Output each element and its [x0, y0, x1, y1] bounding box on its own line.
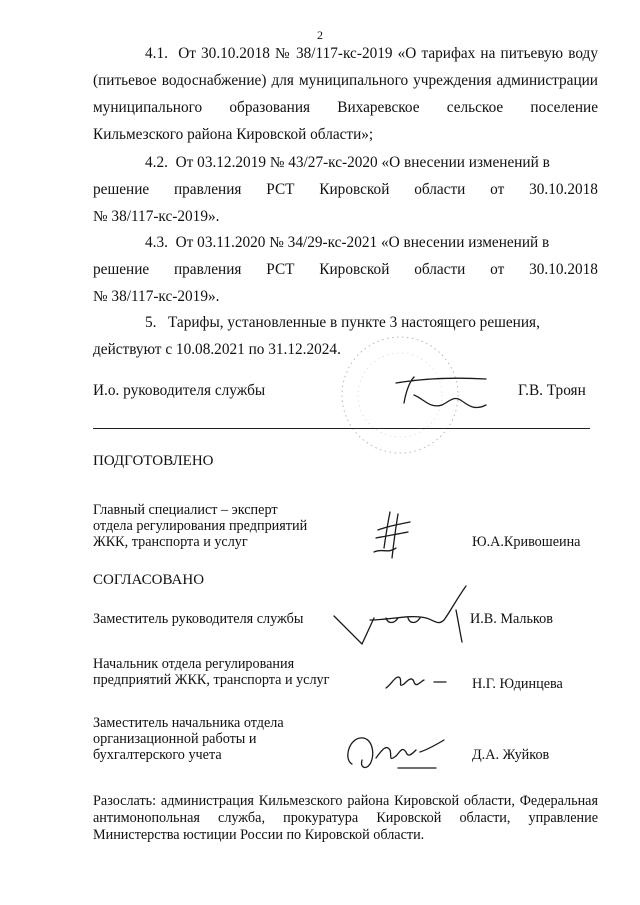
distribution-label: Разослать:: [93, 793, 157, 809]
clause-text-continued: (питьевое водоснабжение) для муниципального учреждения администрации муниципального образования Вихаревское сельское поселение Кильмезского района Кировской области»;: [93, 72, 598, 143]
clause-text: От 03.12.2019 № 43/27-кс-2020 «О внесении изменений в: [175, 154, 550, 171]
clause-number: 5.: [145, 314, 157, 331]
clause-text: От 03.11.2020 № 34/29-кс-2021 «О внесении изменений в: [175, 234, 550, 251]
clause-line-justified: решение правления РСТ Кировской области от 30.10.2018: [93, 261, 598, 278]
agreed-signature-2: [382, 670, 452, 694]
clause-4-1: [93, 40, 598, 148]
head-signatory-name: Г.В. Троян: [518, 382, 586, 399]
clause-line: действуют с 10.08.2021 по 31.12.2024.: [93, 341, 341, 358]
agreed-name-3: Д.А. Жуйков: [472, 747, 550, 763]
clause-4-3: [93, 229, 598, 310]
distribution-list: [93, 793, 598, 844]
agreed-signature-1: [330, 580, 480, 650]
agreed-position-1: Заместитель руководителя службы: [93, 611, 304, 627]
clause-line: № 38/117-кс-2019».: [93, 288, 220, 305]
agreed-name-2: Н.Г. Юдинцева: [472, 676, 563, 692]
agreed-name-1: И.В. Мальков: [470, 611, 553, 627]
prepared-signature: [368, 508, 416, 564]
agreed-signature-3: [340, 728, 450, 776]
prepared-heading: ПОДГОТОВЛЕНО: [93, 453, 214, 469]
page-number: 2: [317, 28, 323, 42]
head-signature: [390, 365, 500, 425]
clause-number: 4.1.: [145, 45, 168, 62]
distribution-text: администрация Кильмезского района Кировской области, Федеральная антимонопольная служба, прокуратура Кировской области, управление Министерства юстиции России по Кировской области.: [93, 793, 599, 843]
clause-text: От 30.10.2018 № 38/117-кс-2019 «О тарифах на питьевую воду: [178, 45, 598, 62]
clause-line: № 38/117-кс-2019».: [93, 208, 220, 225]
clause-number: 4.3.: [145, 234, 168, 251]
prepared-name: Ю.А.Кривошеина: [472, 534, 581, 550]
agreed-position-3: Заместитель начальника отдела организационной работы и бухгалтерского учета: [93, 715, 284, 763]
clause-4-2: [93, 149, 598, 230]
clause-text: Тарифы, установленные в пункте 3 настоящего решения,: [167, 314, 540, 331]
agreed-heading: СОГЛАСОВАНО: [93, 572, 205, 588]
clause-number: 4.2.: [145, 154, 168, 171]
agreed-position-2: Начальник отдела регулирования предприятий ЖКК, транспорта и услуг: [93, 656, 330, 688]
prepared-position: Главный специалист – эксперт отдела регулирования предприятий ЖКК, транспорта и услуг: [93, 502, 308, 550]
divider-line: [93, 428, 590, 429]
clause-line-justified: решение правления РСТ Кировской области от 30.10.2018: [93, 181, 598, 198]
head-signatory-title: И.о. руководителя службы: [93, 382, 266, 399]
